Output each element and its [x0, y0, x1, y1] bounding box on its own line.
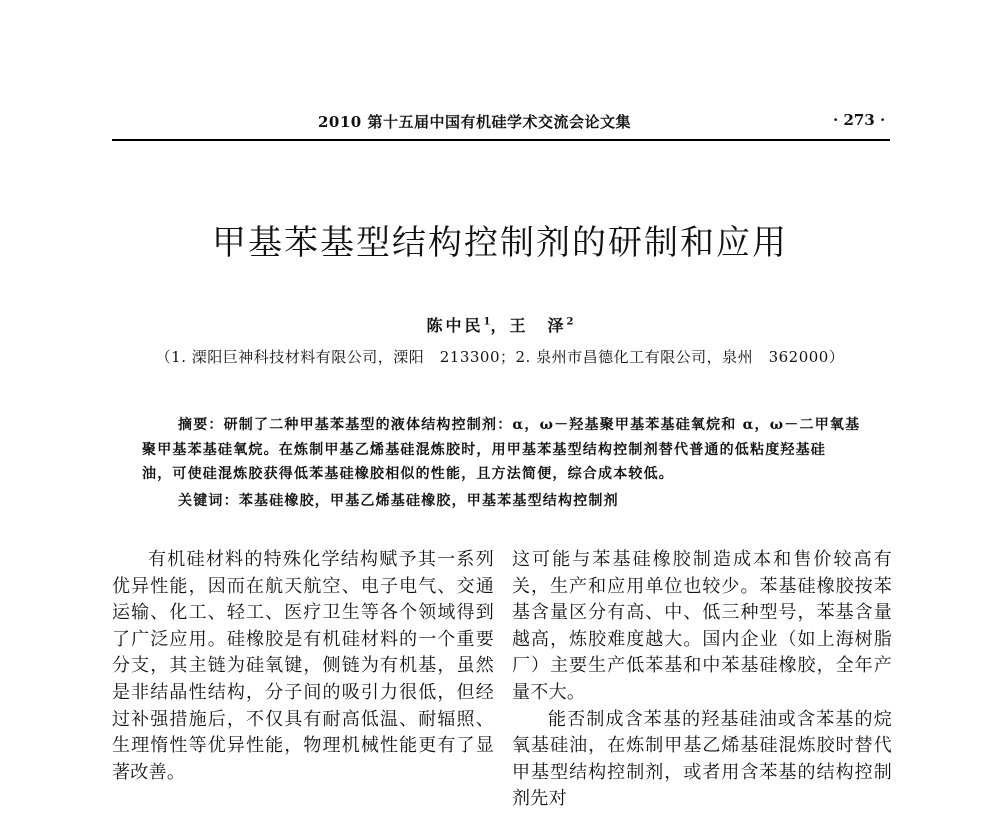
running-header-page-number: · 273 · [833, 111, 886, 129]
author-2-affiliation-mark: 2 [566, 316, 574, 328]
author-line [0, 313, 1000, 336]
running-header-journal: 2010 第十五届中国有机硅学术交流会论文集 [318, 113, 631, 131]
abstract-text-1: 研制了二种甲基苯基型的液体结构控制剂：α，ω－羟基聚甲基苯基硅氧烷和 α，ω－二甲氧基 [223, 417, 861, 433]
body-paragraph: 能否制成含苯基的羟基硅油或含苯基的烷氧基硅油，在炼制甲基乙烯基硅混炼胶时替代甲基型结构控制剂，或者用含苯基的结构控制剂先对 [512, 708, 892, 810]
abstract-line-3: 油，可使硅混炼胶获得低苯基硅橡胶相似的性能，且方法简便，综合成本较低。 [142, 466, 674, 482]
author-1-affiliation-mark: 1 [483, 316, 491, 328]
body-paragraph: 有机硅材料的特殊化学结构赋予其一系列优异性能，因而在航天航空、电子电气、交通运输、化工、轻工、医疗卫生等各个领域得到了广泛应用。硅橡胶是有机硅材料的一个重要分支，其主链为硅氧键，侧链为有机基，虽然是非结晶性结构，分子间的吸引力很低，但经过补强措施后，不仅具有耐高低温、耐辐照、生理惰性等优异性能，物理机械性能更有了显著改善。 [112, 549, 494, 783]
author-1: 陈中民 [426, 316, 484, 335]
body-paragraph-continued: 这可能与苯基硅橡胶制造成本和售价较高有关，生产和应用单位也较少。苯基硅橡胶按苯基含量区分有高、中、低三种型号，苯基含量越高，炼胶难度越大。国内企业（如上海树脂厂）主要生产低苯基和中苯基硅橡胶，全年产量不大。 [512, 549, 892, 703]
header-rule [112, 139, 890, 141]
paper-title: 甲基苯基型结构控制剂的研制和应用 [212, 223, 788, 263]
keywords-label: 关键词： [178, 493, 239, 509]
body-column-right [512, 547, 892, 813]
affiliations: （1. 溧阳巨神科技材料有限公司，溧阳 213300；2. 泉州市昌德化工有限公司，泉州 362000） [155, 348, 845, 366]
abstract-line-2: 聚甲基苯基硅氧烷。在炼制甲基乙烯基硅混炼胶时，用甲基苯基型结构控制剂替代普通的低粘度羟基硅 [142, 442, 826, 458]
keywords-text: 苯基硅橡胶，甲基乙烯基硅橡胶，甲基苯基型结构控制剂 [238, 493, 619, 509]
author-separator: ， [490, 316, 510, 335]
author-2: 王 泽 [509, 316, 567, 335]
abstract-label: 摘要： [178, 417, 224, 433]
body-column-left [112, 547, 494, 786]
abstract-line-1 [178, 414, 860, 434]
keywords-line [178, 490, 619, 510]
